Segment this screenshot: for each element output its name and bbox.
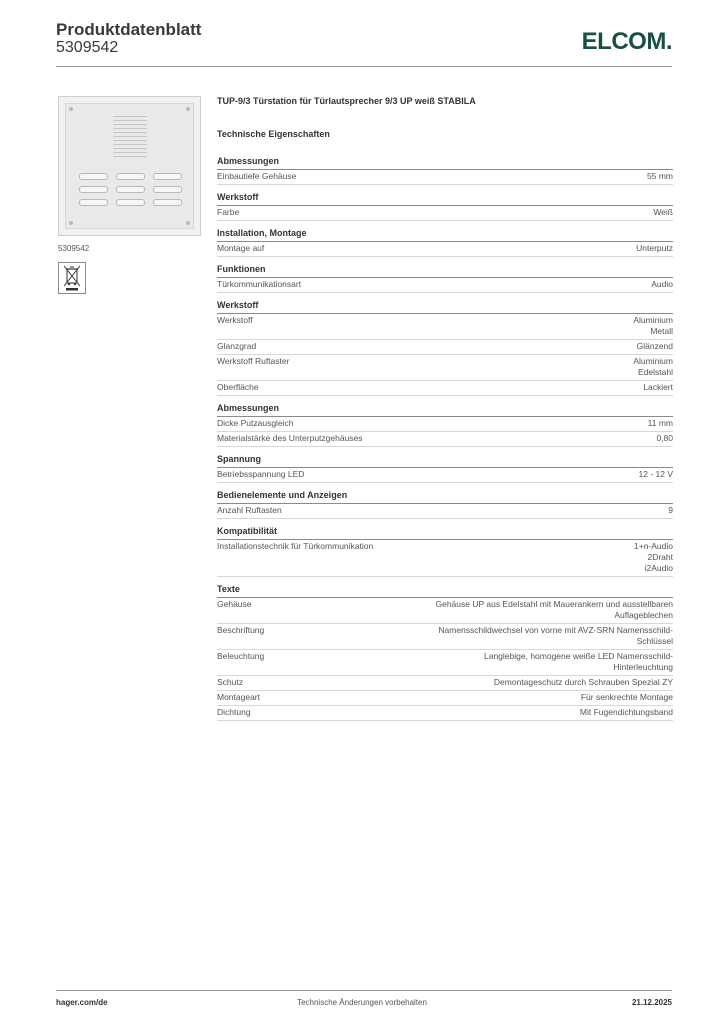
spec-value-line: Demontageschutz durch Schrauben Spezial ZY [493, 677, 673, 687]
header-divider [56, 66, 672, 67]
spec-value-line: Metall [650, 326, 673, 336]
screw-icon [69, 107, 73, 111]
spec-value [581, 692, 673, 703]
spec-row [217, 206, 673, 221]
call-button [153, 173, 182, 180]
spec-section [217, 156, 673, 185]
spec-value-line: Mit Fugendichtungsband [579, 707, 673, 717]
spec-value-line: i2Audio [644, 563, 673, 573]
spec-row [217, 676, 673, 691]
section-heading: Abmessungen [217, 403, 673, 417]
section-heading: Abmessungen [217, 156, 673, 170]
spec-label: Einbautiefe Gehäuse [217, 171, 297, 181]
footer-disclaimer: Technische Änderungen vorbehalten [297, 998, 427, 1007]
spec-value [637, 341, 673, 352]
product-number: 5309542 [56, 39, 119, 56]
call-button [79, 186, 108, 193]
call-button [79, 173, 108, 180]
spec-value-line: Lackiert [643, 382, 673, 392]
spec-value [643, 382, 673, 393]
spec-label: Montage auf [217, 243, 265, 253]
spec-content [217, 96, 673, 728]
section-heading: Werkstoff [217, 300, 673, 314]
spec-value [653, 207, 673, 218]
spec-value-line: 12 - 12 V [638, 469, 673, 479]
spec-value [639, 469, 674, 480]
spec-section [217, 526, 673, 577]
spec-value [484, 651, 673, 673]
screw-icon [186, 221, 190, 225]
spec-value-line: Hinterleuchtung [613, 662, 673, 672]
spec-label: Gehäuse [217, 599, 252, 609]
spec-value-line: Gehäuse UP aus Edelstahl mit Mauerankern und ausstellbaren [435, 599, 673, 609]
spec-value [633, 356, 673, 378]
weee-disposal-icon [58, 262, 86, 294]
spec-value-line: Auflageblechen [614, 610, 673, 620]
call-button [116, 173, 145, 180]
spec-section [217, 264, 673, 293]
spec-value [435, 599, 673, 621]
spec-section [217, 192, 673, 221]
spec-label: Türkommunikationsart [217, 279, 302, 289]
spec-value-line: Langlebige, homogene weiße LED Namensschild- [484, 651, 673, 661]
spec-row [217, 314, 673, 340]
spec-label: Werkstoff Ruftaster [217, 356, 290, 366]
spec-row [217, 340, 673, 355]
spec-value [647, 171, 673, 182]
spec-value-line: Weiß [653, 207, 673, 217]
spec-row [217, 706, 673, 721]
spec-value-line: Schlüssel [636, 636, 673, 646]
spec-label: Betriebsspannung LED [217, 469, 305, 479]
spec-row [217, 432, 673, 447]
spec-row [217, 417, 673, 432]
screw-icon [69, 221, 73, 225]
spec-sections [217, 156, 673, 721]
spec-value [668, 505, 673, 516]
spec-row [217, 355, 673, 381]
spec-label: Dichtung [217, 707, 251, 717]
call-button [79, 199, 108, 206]
spec-label: Installationstechnik für Türkommunikation [217, 541, 374, 551]
tech-properties-heading: Technische Eigenschaften [217, 129, 330, 139]
spec-value-line: Audio [651, 279, 673, 289]
spec-value [656, 433, 673, 444]
image-caption: 5309542 [58, 244, 90, 253]
call-button [116, 199, 145, 206]
spec-value [636, 243, 673, 254]
spec-value [494, 677, 673, 688]
section-heading: Kompatibilität [217, 526, 673, 540]
spec-value-line: 2Draht [647, 552, 673, 562]
spec-value-line: Unterputz [636, 243, 673, 253]
spec-label: Anzahl Ruftasten [217, 505, 282, 515]
spec-label: Beschriftung [217, 625, 265, 635]
spec-value-line: Edelstahl [638, 367, 673, 377]
spec-row [217, 242, 673, 257]
spec-value [580, 707, 673, 718]
section-heading: Bedienelemente und Anzeigen [217, 490, 673, 504]
spec-value [651, 279, 673, 290]
call-button [153, 186, 182, 193]
call-button [116, 186, 145, 193]
spec-value-line: 55 mm [647, 171, 673, 181]
spec-label: Glanzgrad [217, 341, 257, 351]
spec-value-line: Aluminium [633, 356, 673, 366]
spec-value [438, 625, 673, 647]
spec-label: Oberfläche [217, 382, 259, 392]
spec-row [217, 598, 673, 624]
spec-value-line: Namensschildwechsel von vorne mit AVZ-SRN Namensschild- [438, 625, 673, 635]
spec-value [648, 418, 673, 429]
section-heading: Werkstoff [217, 192, 673, 206]
spec-label: Materialstärke des Unterputzgehäuses [217, 433, 363, 443]
spec-row [217, 170, 673, 185]
spec-row [217, 278, 673, 293]
spec-label: Beleuchtung [217, 651, 265, 661]
spec-label: Montageart [217, 692, 260, 702]
door-station-plate [65, 103, 194, 229]
section-heading: Installation, Montage [217, 228, 673, 242]
section-heading: Spannung [217, 454, 673, 468]
spec-row [217, 504, 673, 519]
spec-label: Farbe [217, 207, 240, 217]
section-heading: Texte [217, 584, 673, 598]
spec-row [217, 650, 673, 676]
section-heading: Funktionen [217, 264, 673, 278]
spec-value-line: 1+n-Audio [634, 541, 673, 551]
spec-label: Dicke Putzausgleich [217, 418, 294, 428]
call-button [153, 199, 182, 206]
spec-value [633, 315, 673, 337]
spec-section [217, 454, 673, 483]
page-title: Produktdatenblatt [56, 20, 202, 39]
spec-value-line: Für senkrechte Montage [580, 692, 673, 702]
elcom-logo: ELCOM. [581, 28, 672, 55]
spec-section [217, 300, 673, 396]
spec-value-line: 11 mm [647, 418, 673, 428]
spec-label: Werkstoff [217, 315, 253, 325]
product-image [58, 96, 201, 236]
footer-website: hager.com/de [56, 998, 108, 1007]
spec-value-line: Glänzend [636, 341, 673, 351]
footer-divider [56, 990, 672, 991]
speaker-grille [113, 116, 147, 160]
spec-label: Schutz [217, 677, 243, 687]
spec-section [217, 490, 673, 519]
footer-date: 21.12.2025 [631, 998, 672, 1007]
spec-section [217, 584, 673, 721]
product-title: TUP-9/3 Türstation für Türlautsprecher 9/3 UP weiß STABILA [217, 96, 476, 106]
spec-value [634, 541, 673, 574]
spec-row [217, 624, 673, 650]
spec-section [217, 403, 673, 447]
spec-row [217, 540, 673, 577]
spec-value-line: 0,80 [656, 433, 673, 443]
spec-row [217, 468, 673, 483]
spec-section [217, 228, 673, 257]
spec-value-line: Aluminium [633, 315, 673, 325]
spec-row [217, 381, 673, 396]
screw-icon [186, 107, 190, 111]
spec-row [217, 691, 673, 706]
spec-value-line: 9 [668, 505, 673, 515]
